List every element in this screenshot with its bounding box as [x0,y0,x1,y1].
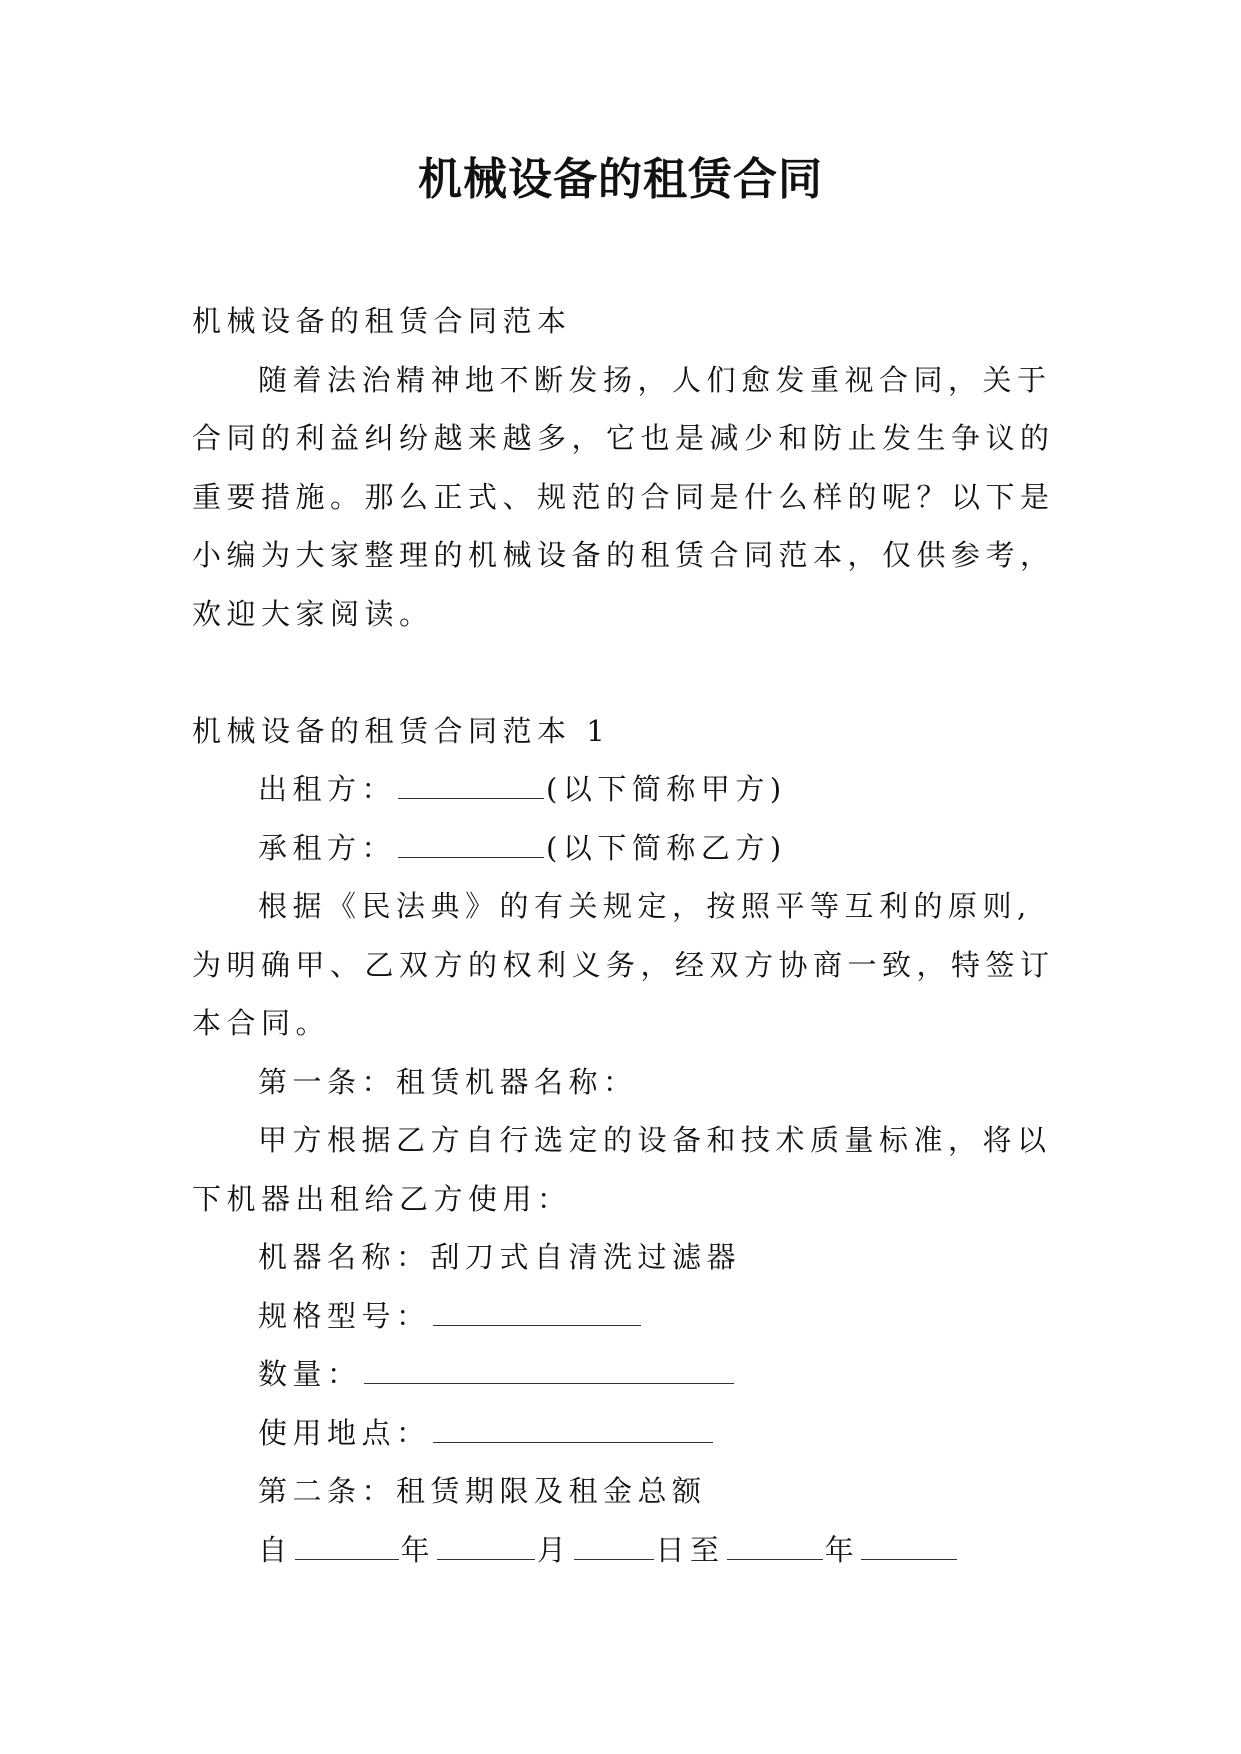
model-blank [433,1289,641,1326]
subtitle-template-1: 机械设备的租赁合同范本 1 [192,713,611,748]
lessee-line [192,819,1062,878]
subtitle-template: 机械设备的租赁合同范本 [192,304,572,338]
period-month: 月 [537,1532,572,1567]
quantity-line [192,1345,1062,1404]
article1-heading: 第一条：租赁机器名称： [258,1064,638,1099]
article1-text: 甲方根据乙方自行选定的设备和技术质量标准，将以下机器出租给乙方使用： [192,1123,1052,1216]
quantity-label: 数量： [258,1357,362,1391]
document-body [192,292,1062,1579]
lessor-label: 出租方： [258,772,397,806]
lessee-suffix: (以下简称乙方) [546,830,787,865]
model-line [192,1287,1062,1346]
lessee-label: 承租方： [258,830,397,865]
location-blank [433,1406,713,1443]
location-label: 使用地点： [258,1415,431,1450]
model-label: 规格型号： [258,1298,431,1333]
lessor-suffix: (以下简称甲方) [546,772,787,806]
period-end-year-blank [727,1523,823,1560]
lessor-line [192,760,1062,819]
period-year: 年 [400,1532,436,1567]
intro-paragraph: 随着法治精神地不断发扬，人们愈发重视合同，关于合同的利益纠纷越来越多，它也是减少和防止发生争议的重要措施。那么正式、规范的合同是什么样的呢？以下是小编为大家整理的机械设备的租赁合同范本，仅供参考，欢迎大家阅读。 [192,362,1055,631]
period-from: 自 [258,1532,293,1567]
quantity-blank [364,1347,734,1384]
period-line [192,1521,1062,1580]
period-end-month-blank [861,1523,957,1560]
period-start-day-blank [574,1523,654,1560]
location-line [192,1404,1062,1463]
basis-paragraph: 根据《民法典》的有关规定，按照平等互利的原则,为明确甲、乙双方的权利义务，经双方协商一致，特签订本合同。 [192,889,1055,1040]
article2-heading: 第二条：租赁期限及租金总额 [258,1474,707,1508]
period-start-month-blank [437,1523,535,1560]
lessee-blank [398,821,544,858]
lessor-blank [398,762,544,799]
machine-name-line: 机器名称：刮刀式自清洗过滤器 [258,1240,742,1274]
period-day-to: 日至 [655,1532,725,1567]
period-year2: 年 [824,1532,860,1567]
document-title: 机械设备的租赁合同 [418,154,823,205]
period-start-year-blank [295,1523,399,1560]
spacer [192,643,1062,702]
